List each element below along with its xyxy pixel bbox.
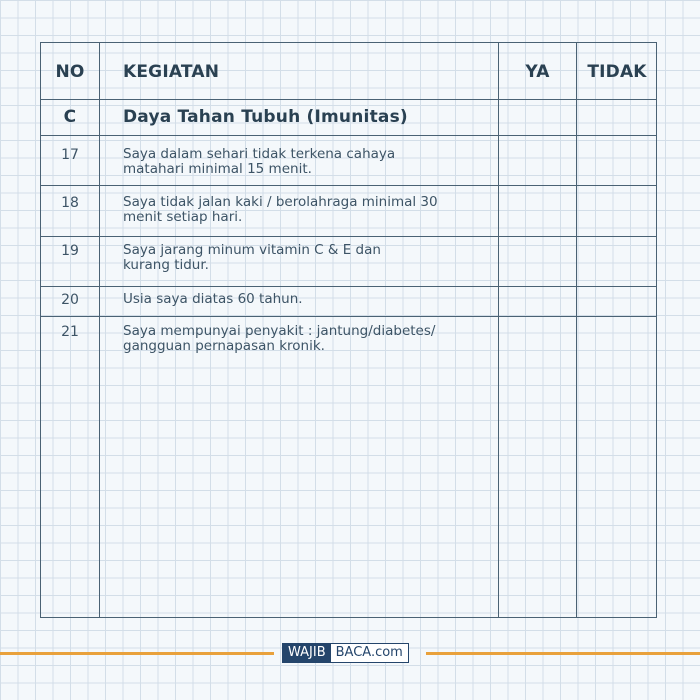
row-activity: Saya jarang minum vitamin C & E dan kurang tidur. <box>123 242 381 273</box>
row-divider <box>41 135 656 136</box>
row-number: 20 <box>61 292 79 308</box>
footer-accent-line-right <box>426 652 700 655</box>
row-number: 19 <box>61 243 79 259</box>
column-divider <box>576 43 577 617</box>
header-no: NO <box>55 62 85 82</box>
row-divider <box>41 286 656 287</box>
footer-accent-line-left <box>0 652 274 655</box>
column-divider <box>498 43 499 617</box>
section-code: C <box>63 107 77 127</box>
row-activity: Saya dalam sehari tidak terkena cahaya matahari minimal 15 menit. <box>123 146 396 177</box>
row-activity: Usia saya diatas 60 tahun. <box>123 291 303 307</box>
logo-baca: BACA.com <box>331 644 408 662</box>
row-activity: Saya tidak jalan kaki / berolahraga minimal 30 menit setiap hari. <box>123 194 438 225</box>
row-divider <box>41 185 656 186</box>
logo-wajib: WAJIB <box>283 644 331 662</box>
section-title: Daya Tahan Tubuh (Imunitas) <box>123 107 408 127</box>
row-number: 18 <box>61 195 79 211</box>
row-activity: Saya mempunyai penyakit : jantung/diabetes/ gangguan pernapasan kronik. <box>123 323 436 354</box>
row-divider <box>41 236 656 237</box>
row-number: 21 <box>61 324 79 340</box>
brand-logo <box>282 643 409 663</box>
row-divider <box>41 99 656 100</box>
header-tidak: TIDAK <box>587 62 647 82</box>
column-divider <box>99 43 100 617</box>
header-ya: YA <box>525 62 550 82</box>
header-kegiatan: KEGIATAN <box>123 62 220 82</box>
row-number: 17 <box>61 147 79 163</box>
row-divider <box>41 316 656 317</box>
checklist-table <box>40 42 657 618</box>
